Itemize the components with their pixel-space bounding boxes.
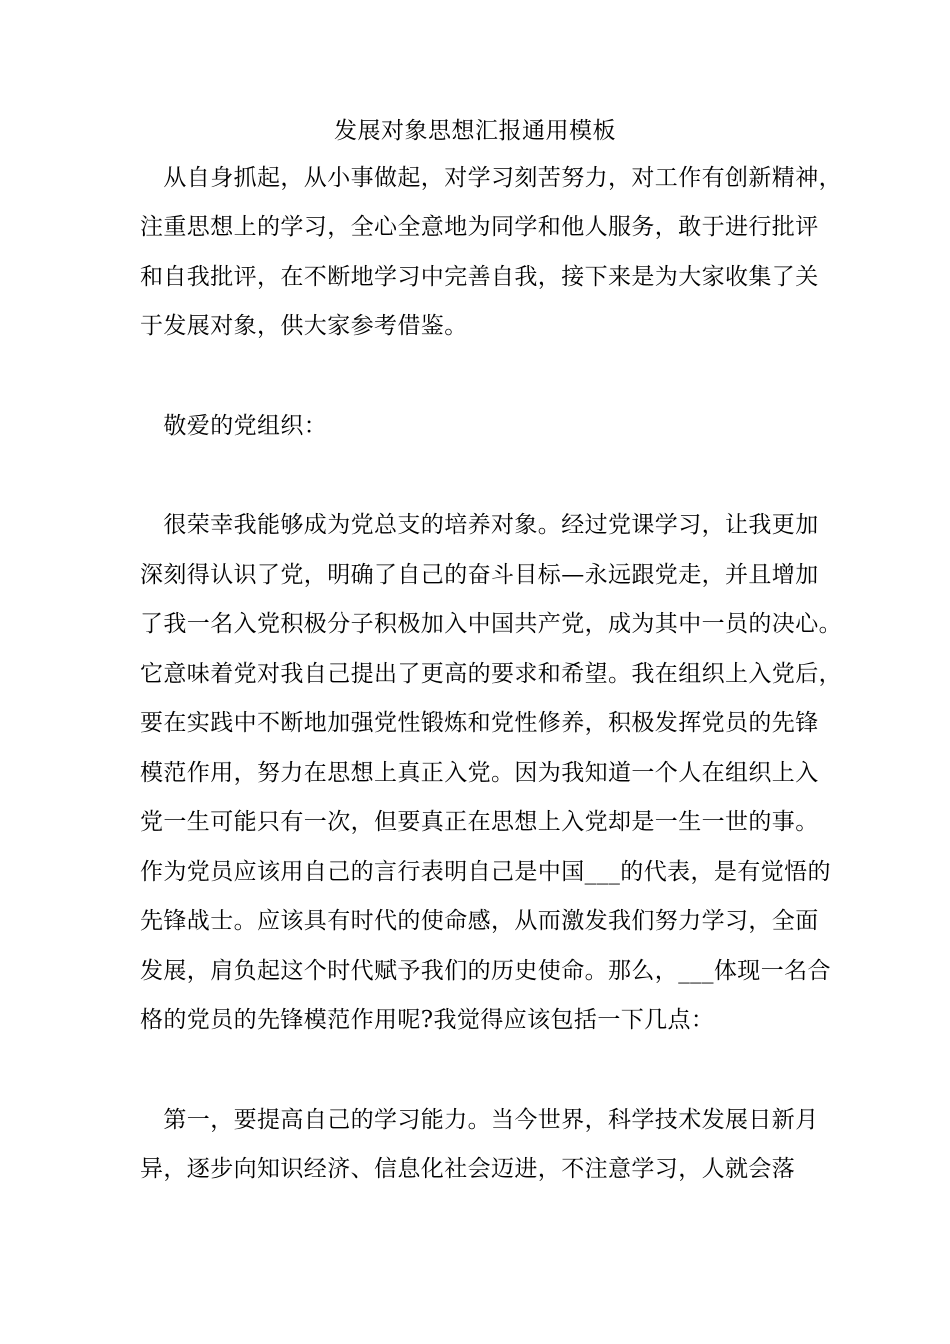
body-line-4: 它意味着党对我自己提出了更高的要求和希望。我在组织上入党后， — [140, 661, 842, 687]
body-line-8: 作为党员应该用自己的言行表明自己是中国___的代表，是有觉悟的 — [140, 859, 831, 885]
document-title: 发展对象思想汇报通用模板 — [334, 118, 616, 144]
body-line-2: 深刻得认识了党，明确了自己的奋斗目标—永远跟党走，并且增加 — [140, 562, 819, 588]
salutation: 敬爱的党组织： — [140, 413, 328, 439]
intro-line-3: 和自我批评，在不断地学习中完善自我，接下来是为大家收集了关 — [140, 264, 819, 290]
body-line-11: 格的党员的先锋模范作用呢?我觉得应该包括一下几点： — [140, 1007, 715, 1033]
point-line-1: 第一，要提高自己的学习能力。当今世界，科学技术发展日新月 — [140, 1107, 819, 1133]
body-line-3: 了我一名入党积极分子积极加入中国共产党，成为其中一员的决心。 — [140, 611, 842, 637]
point-line-2: 异，逐步向知识经济、信息化社会迈进，不注意学习，人就会落 — [140, 1156, 796, 1182]
body-line-6: 模范作用，努力在思想上真正入党。因为我知道一个人在组织上入 — [140, 760, 819, 786]
body-line-10: 发展，肩负起这个时代赋予我们的历史使命。那么，___体现一名合 — [140, 958, 831, 984]
body-line-9: 先锋战士。应该具有时代的使命感，从而激发我们努力学习，全面 — [140, 908, 819, 934]
intro-line-2: 注重思想上的学习，全心全意地为同学和他人服务，敢于进行批评 — [140, 214, 819, 240]
intro-line-4: 于发展对象，供大家参考借鉴。 — [140, 313, 468, 339]
body-line-5: 要在实践中不断地加强党性锻炼和党性修养，积极发挥党员的先锋 — [140, 710, 819, 736]
body-line-1: 很荣幸我能够成为党总支的培养对象。经过党课学习，让我更加 — [140, 512, 819, 538]
intro-line-1: 从自身抓起，从小事做起，对学习刻苦努力，对工作有创新精神， — [140, 165, 842, 191]
body-line-7: 党一生可能只有一次，但要真正在思想上入党却是一生一世的事。 — [140, 809, 819, 835]
